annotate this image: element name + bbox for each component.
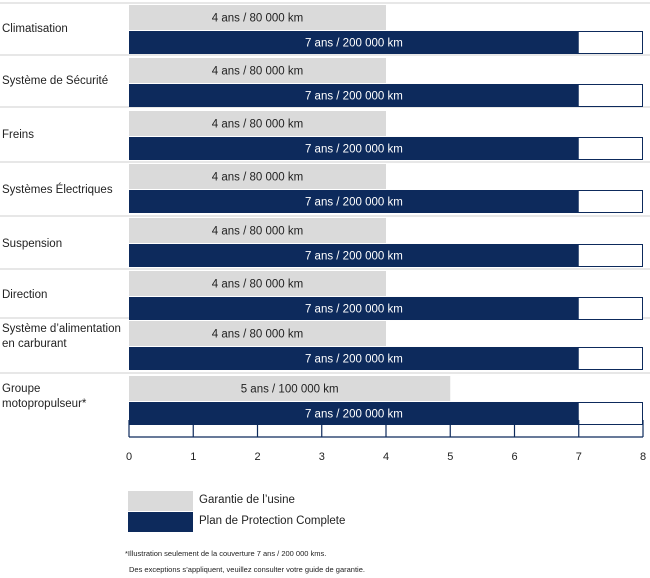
legend-swatch-factory <box>128 491 193 511</box>
legend-label-plan: Plan de Protection Complete <box>199 515 346 527</box>
category-label: Système de Sécurité <box>2 75 109 87</box>
legend-label-factory: Garantie de l’usine <box>199 494 295 506</box>
x-tick-label: 4 <box>382 451 390 463</box>
factory-bar-label: 4 ans / 80 000 km <box>211 328 304 341</box>
plan-bar-label: 7 ans / 200 000 km <box>304 196 403 209</box>
factory-bar-label: 4 ans / 80 000 km <box>211 278 304 291</box>
plan-bar-label: 7 ans / 200 000 km <box>304 408 403 421</box>
category-label: Système d’alimentation en carburant <box>2 323 121 350</box>
category-label: Suspension <box>2 238 63 250</box>
category-label: Direction <box>2 289 48 301</box>
x-tick-label: 6 <box>511 451 518 463</box>
plan-bar-label: 7 ans / 200 000 km <box>304 90 403 103</box>
footnote-line-1: *Illustration seulement de la couverture 7 ans / 200 000 kms. <box>125 549 327 558</box>
legend-item-plan <box>128 512 388 532</box>
factory-bar-label: 4 ans / 80 000 km <box>211 12 304 25</box>
legend-item-factory <box>128 491 388 511</box>
factory-bar-label: 4 ans / 80 000 km <box>211 65 304 78</box>
plan-bar-label: 7 ans / 200 000 km <box>304 37 403 50</box>
plan-bar-label: 7 ans / 200 000 km <box>304 353 403 366</box>
x-tick-label: 5 <box>447 451 454 463</box>
x-tick-label: 1 <box>190 451 197 463</box>
category-label: Freins <box>2 129 34 141</box>
factory-bar-label: 4 ans / 80 000 km <box>211 171 304 184</box>
x-tick-label: 3 <box>318 451 325 463</box>
plan-bar-label: 7 ans / 200 000 km <box>304 143 403 156</box>
x-tick-label: 0 <box>125 451 133 463</box>
plan-bar-label: 7 ans / 200 000 km <box>304 250 403 263</box>
x-tick-label: 7 <box>575 451 582 463</box>
category-label: Systèmes Électriques <box>2 184 113 196</box>
footnote-line-2: Des exceptions s’appliquent, veuillez consulter votre guide de garantie. <box>129 565 365 574</box>
category-label: Groupe motopropulseur* <box>2 383 87 410</box>
factory-bar-label: 4 ans / 80 000 km <box>211 118 304 131</box>
factory-bar-label: 5 ans / 100 000 km <box>240 383 339 396</box>
category-label: Climatisation <box>2 23 68 35</box>
plan-bar-label: 7 ans / 200 000 km <box>304 303 403 316</box>
x-tick-label: 2 <box>254 451 261 463</box>
factory-bar-label: 4 ans / 80 000 km <box>211 225 304 238</box>
legend-swatch-plan <box>128 512 193 532</box>
x-tick-label: 8 <box>639 451 647 463</box>
